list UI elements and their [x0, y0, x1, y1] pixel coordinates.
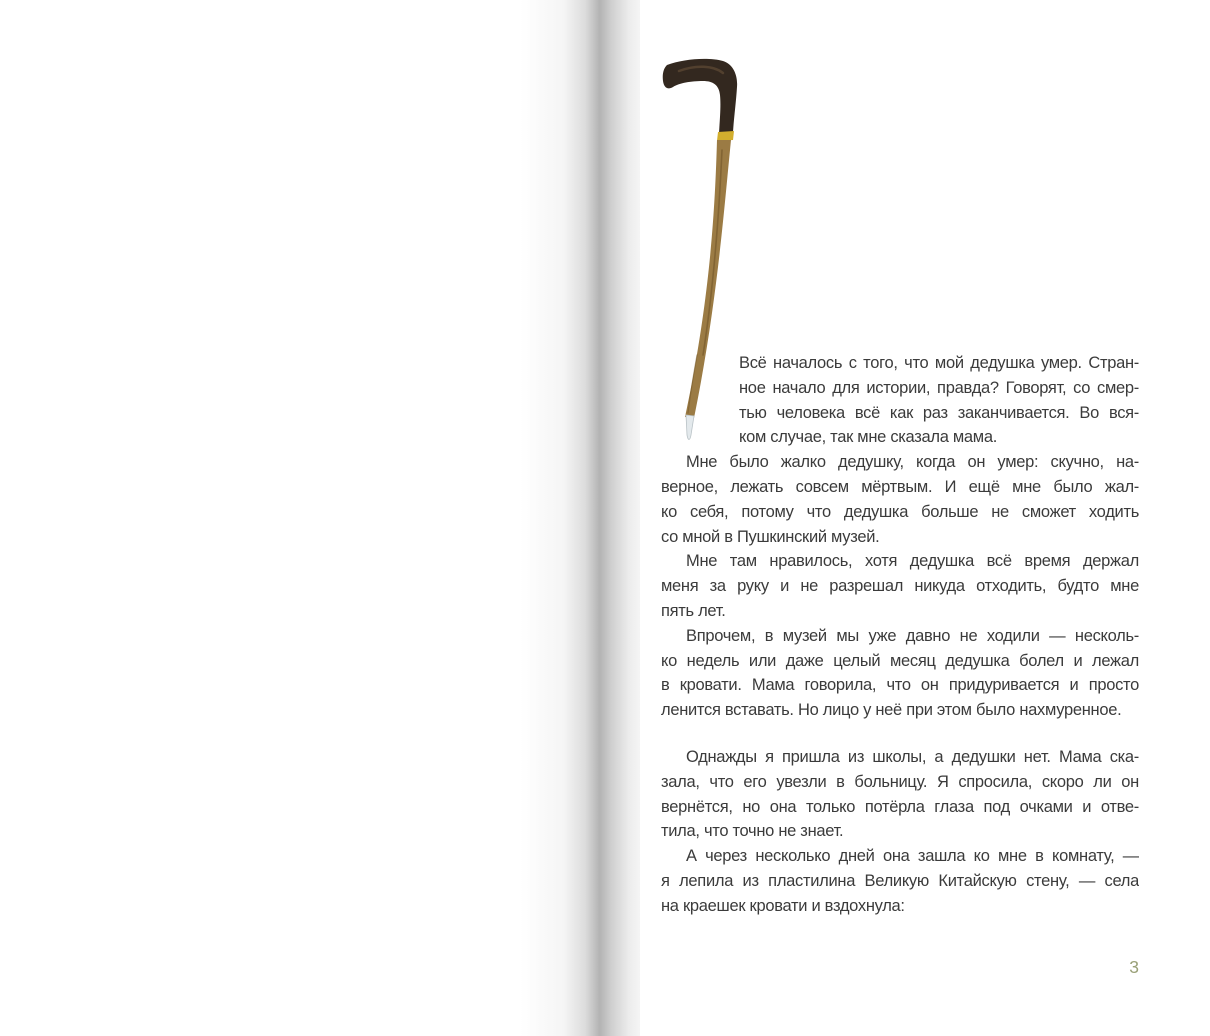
text-line: ленится вставать. Но лицо у неё при этом было нахмуренное.	[661, 701, 1122, 720]
paragraph	[661, 549, 1139, 623]
page-number: 3	[1129, 957, 1139, 977]
text-line: Однажды я пришла из школы, а дедушки нет. Мама ска-	[686, 747, 1139, 766]
text-line: Всё началось с того, что мой дедушка умер. Стран-	[739, 354, 1139, 372]
text-line: верное, лежать совсем мёртвым. И ещё мне было жал-	[661, 477, 1139, 496]
paragraph	[661, 450, 1139, 549]
text-line: ное начало для истории, правда? Говорят, со смер-	[739, 378, 1139, 397]
cane-handle	[663, 59, 737, 133]
text-line: я лепила из пластилина Великую Китайскую стену, — села	[661, 871, 1139, 890]
left-page-blank	[0, 0, 540, 1036]
text-line: тью человека всё как раз заканчивается. Во вся-	[739, 403, 1139, 422]
text-line: ко недель или даже целый месяц дедушка болел и лежал	[661, 651, 1139, 670]
text-block	[661, 351, 1139, 919]
text-line: ком случае, так мне сказала мама.	[739, 428, 997, 447]
text-line: вернётся, но она только потёрла глаза под очками и отве-	[661, 797, 1139, 816]
text-line: зала, что его увезли в больницу. Я спросила, скоро ли он	[661, 772, 1139, 791]
text-line: на краешек кровати и вздохнула:	[661, 896, 905, 915]
text-line: А через несколько дней она зашла ко мне в комнату, —	[686, 847, 1139, 866]
text-line: пять лет.	[661, 601, 726, 620]
text-line: Мне было жалко дедушку, когда он умер: скучно, на-	[686, 453, 1139, 472]
text-line: Впрочем, в музей мы уже давно не ходили — несколь-	[686, 626, 1139, 645]
cane-band	[717, 131, 734, 141]
paragraph	[661, 844, 1139, 918]
paragraph	[661, 624, 1139, 723]
text-line: в кровати. Мама говорила, что он придуривается и просто	[661, 676, 1139, 695]
text-line: Мне там нравилось, хотя дедушка всё время держал	[686, 552, 1139, 571]
paragraph	[661, 745, 1139, 844]
paragraph	[739, 351, 1139, 450]
text-line: ко себя, потому что дедушка больше не сможет ходить	[661, 502, 1139, 521]
text-line: со мной в Пушкинский музей.	[661, 527, 880, 546]
text-line: меня за руку и не разрешал никуда отходить, будто мне	[661, 577, 1139, 596]
text-line: тила, что точно не знает.	[661, 822, 844, 841]
